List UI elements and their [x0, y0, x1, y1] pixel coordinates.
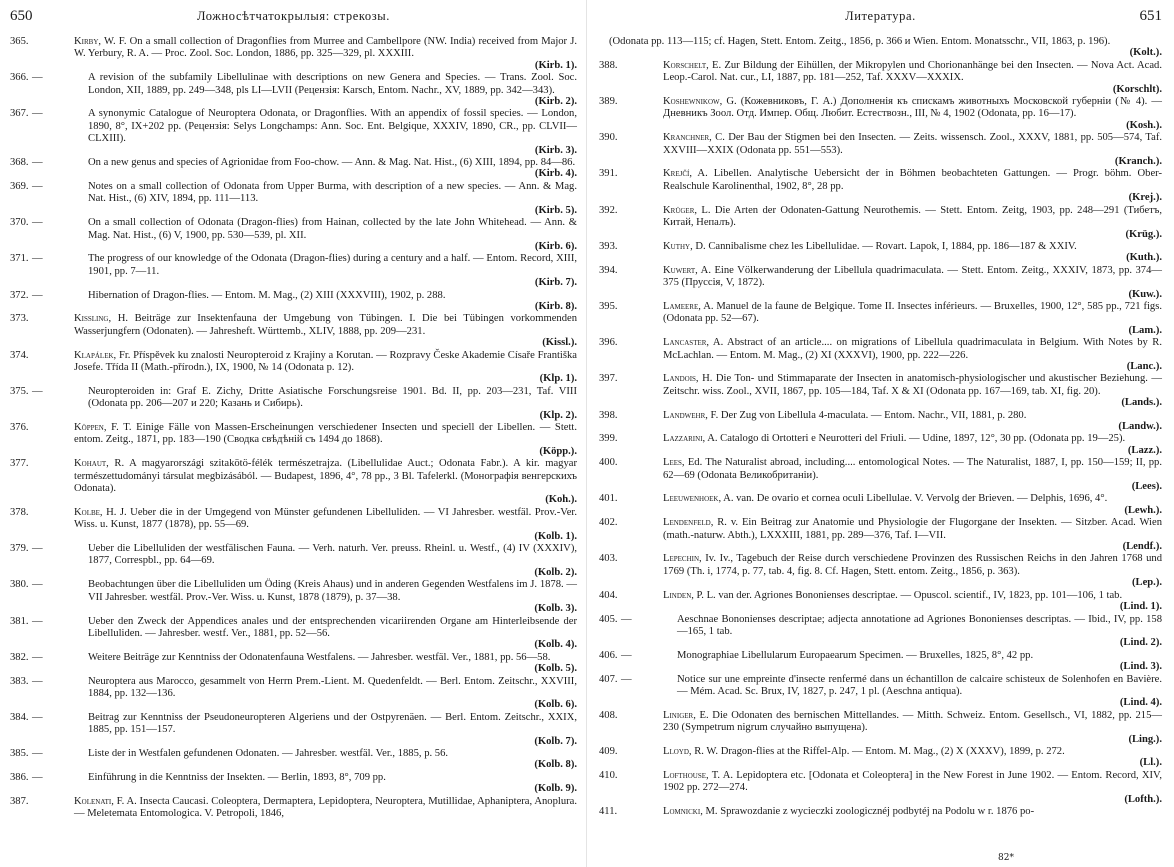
entry-number: 368. [10, 157, 29, 169]
right-bibliography-list [599, 36, 1162, 818]
bibliography-entry [10, 253, 577, 289]
entry-number: 386. [10, 771, 29, 783]
ditto-dash: — [32, 651, 43, 663]
entry-author: Kuwert, [663, 264, 698, 276]
entry-abbreviation: (Lanc.). [1126, 360, 1162, 372]
entry-abbreviation: (Kuth.). [1126, 252, 1162, 264]
ditto-dash: — [32, 771, 43, 783]
bibliography-entry [599, 457, 1162, 493]
entry-abbreviation: (Kissl.). [542, 337, 577, 349]
entry-number: 376. [10, 422, 29, 433]
entry-abbreviation: (Lewh.). [1124, 504, 1162, 516]
ditto-dash: — [32, 180, 43, 192]
ditto-dash: — [32, 108, 43, 120]
entry-abbreviation: (Klp. 2). [539, 409, 577, 421]
entry-text: A. Catalogo di Ortotteri e Neurotteri del Friuli. — Udine, 1897, 12°, 30 pp. (Odonata pp. 19—25). [705, 433, 1126, 445]
bibliography-entry [10, 543, 577, 579]
entry-number: 379. [10, 543, 29, 555]
entry-abbreviation: (Lind. 2). [1119, 637, 1162, 649]
bibliography-entry [10, 217, 577, 253]
entry-number: 370. [10, 217, 29, 229]
entry-text: On a small collection of Odonata (Dragon-flies) from Hainan, collected by the late John Whitehead. — Ann. & Mag. Nat. Hist., (6) V, 1900, pp. 530—539, pl. XII. [88, 217, 577, 241]
bibliography-entry [599, 241, 1162, 265]
ditto-dash: — [32, 747, 43, 759]
entry-text: Aeschnae Bononienses descriptae; adjecta annotatione ad Agriones Bononienses descriptas. — Ibid., IV, pp. 158—165, 1 tab. [677, 613, 1162, 637]
entry-author: Kolbe, [74, 506, 103, 518]
bibliography-entry [599, 770, 1162, 806]
entry-text: Beobachtungen über die Libelluliden um Öding (Kreis Ahaus) und in anderen Gegenden Westfalens im J. 1878. — VII Jahresber. westfäl. Prov.-Ver. Wiss. u. Kunst, 1878 (1879), p. 37—38. [88, 579, 577, 603]
entry-author: Landwehr, [663, 409, 708, 421]
entry-number: 374. [10, 349, 29, 361]
entry-number: 365. [10, 36, 29, 47]
entry-text: P. L. van der. Agriones Bononienses descriptae. — Opuscol. scientif., IV, 1823, pp. 101—106, 1 tab. [693, 589, 1123, 601]
entry-text: Ueber den Zweck der Appendices anales und der entsprechenden vicariirenden Organe am Hinterleibsende der Libelluliden. — Jahresber. westf. Ver., 1881, pp. 52—56. [88, 615, 577, 639]
entry-number: 373. [10, 313, 29, 325]
bibliography-entry [10, 712, 577, 748]
entry-number: 405. [599, 613, 618, 625]
entry-abbreviation: (Kolb. 8). [534, 759, 577, 771]
bibliography-entry [10, 313, 577, 349]
right-page [587, 0, 1174, 867]
entry-author: Lendenfeld, [663, 517, 714, 529]
entry-text: D. Cannibalisme chez les Libellulidae. — Rovart. Lapok, I, 1884, pp. 186—187 & XXIV. [692, 240, 1077, 252]
entry-text: Beitrag zur Kenntniss der Pseudoneuropteren Algeriens und der Ostpyrenäen. — Berl. Entom. Zeitschr., XXIX, 1885, pp. 151—157. [88, 711, 577, 736]
right-running-title: Литература. [845, 9, 916, 23]
entry-abbreviation: (Kirb. 1). [534, 59, 577, 71]
entry-number: 389. [599, 96, 618, 108]
entry-author: Köppen, [74, 422, 107, 433]
bibliography-entry [599, 301, 1162, 337]
entry-number: 391. [599, 168, 618, 180]
bibliography-entry [599, 96, 1162, 132]
bibliography-entry [599, 337, 1162, 373]
bibliography-entry [10, 290, 577, 314]
entry-text: The progress of our knowledge of the Odonata (Dragon-flies) during a century and a half. — Entom. Record, XIII, 1901, pp. 7—11. [88, 253, 577, 277]
entry-number: 388. [599, 59, 618, 71]
entry-number: 396. [599, 337, 618, 349]
bibliography-entry [599, 410, 1162, 434]
entry-number: 411. [599, 806, 618, 817]
entry-text: A. van. De ovario et cornea oculi Libellulae. V. Vervolg der Brieven. — Delphis, 1696, 4°. [721, 493, 1108, 505]
entry-abbreviation: (Lind. 4). [1119, 697, 1162, 709]
entry-abbreviation: (Lands.). [1121, 397, 1162, 409]
entry-text: Liste der in Westfalen gefundenen Odonaten. — Jahresber. westfäl. Ver., 1885, p. 56. [88, 747, 449, 759]
entry-number: 409. [599, 745, 618, 757]
entry-text: T. A. Lepidoptera etc. [Odonata et Coleoptera] in the New Forest in June 1902. — Entom. Record, XIV, 1902 pp. 272—274. [663, 769, 1162, 794]
entry-author: Koshewnikow, [663, 96, 723, 108]
bibliography-entry [599, 746, 1162, 770]
bibliography-entry [10, 796, 577, 821]
entry-text: Fr. Příspěvek ku znalosti Neuropteroid z Krajiny a Korutan. — Rozpravy Česke Akademie Císaře Františka Josefe. Třída II (Math.-přírodn.), IX, 1900, № 14 (Odonata p. 12). [74, 349, 577, 373]
left-page-header [10, 8, 577, 26]
entry-text: C. Der Bau der Stigmen bei den Insecten. — Zeits. wissensch. Zool., XXXV, 1881, pp. 505—574, Taf. XXVIII—XXIX (Odonata pp. 551—553). [663, 132, 1162, 156]
entry-number: 369. [10, 180, 29, 192]
left-page-number: 650 [10, 8, 33, 24]
entry-author: Lofthouse, [663, 769, 709, 781]
bibliography-entry [10, 507, 577, 543]
bibliography-entry [10, 772, 577, 796]
entry-text: Neuropteroiden in: Graf E. Zichy, Dritte Asiatische Forschungsreise 1901. Bd. II, pp. 203—231, Taf. VIII (Odonata pp. 206—207 и 220; Казань и Сибирь). [88, 385, 577, 410]
entry-abbreviation: (Kolb. 4). [534, 639, 577, 651]
entry-abbreviation: (Koh.). [545, 494, 577, 506]
entry-text: F. Der Zug von Libellula 4-maculata. — Entom. Nachr., VII, 1881, p. 280. [707, 409, 1027, 421]
entry-abbreviation: (Kirb. 7). [534, 277, 577, 289]
entry-text: A. Libellen. Analytische Uebersicht der in Böhmen beobachteten Gattungen. — Progr. böhm. Ober-Realschule Karolinenthal, 1902, 8°, 28 pp. [663, 168, 1162, 192]
entry-author: Kohaut, [74, 458, 109, 470]
entry-abbreviation: (Kirb. 6). [534, 240, 577, 252]
entry-author: Leeuwenhoek, [663, 493, 722, 505]
entry-text: Monographiae Libellularum Europaearum Specimen. — Bruxelles, 1825, 8°, 42 pp. [677, 649, 1034, 661]
ditto-dash: — [32, 385, 43, 397]
entry-abbreviation: (Lind. 3). [1119, 661, 1162, 673]
bibliography-entry [599, 373, 1162, 409]
bibliography-entry [599, 674, 1162, 710]
bibliography-entry [599, 60, 1162, 96]
entry-number: 385. [10, 747, 29, 759]
entry-text: F. A. Insecta Caucasi. Coleoptera, Dermaptera, Lepidoptera, Neuroptera, Mutillidae, Aphaniptera, Anoplura. — Meletemata Entomologica. V. Petropoli, 1846, [74, 795, 577, 819]
entry-abbreviation: (Kranch.). [1114, 156, 1162, 168]
bibliography-entry [10, 72, 577, 108]
ditto-dash: — [32, 217, 43, 229]
entry-number: 372. [10, 289, 29, 301]
bibliography-entry [599, 553, 1162, 589]
entry-number: 397. [599, 373, 618, 385]
entry-text: Iv. Iv., Tagebuch der Reise durch verschiedene Provinzen des Russischen Reichs in den Jahren 1768 und 1769 (Th. i, 1774, p. 77, tab. 4, fig. 8. Cf. Hagen, Stett. entom. Zeitg., 1856, p. 363). [663, 553, 1162, 577]
bibliography-entry [599, 433, 1162, 457]
entry-text: H. Beiträge zur Insektenfauna der Umgebung von Tübingen. I. Die bei Tübingen vorkommenden Wasserjungfern (Odonaten). — Jahresheft. Württemb., XLIV, 1888, pp. 209—231. [74, 313, 577, 337]
entry-abbreviation: (Ll.). [1139, 757, 1162, 769]
entry-text: On a new genus and species of Agrionidae from Foo-chow. — Ann. & Mag. Nat. Hist., (6) XIII, 1894, pp. 84—86. [88, 157, 576, 169]
entry-number: 383. [10, 675, 29, 687]
entry-text: M. Sprawozdanie z wycieczki zoologicznéj podbytéj na Podolu w r. 1876 po- [702, 806, 1035, 817]
entry-abbreviation: (Lazz.). [1127, 444, 1162, 456]
entry-text: F. T. Einige Fälle von Massen-Erscheinungen verschiedener Insecten und speciell der Libellen. — Stett. entom. Zeitg., 1871, pp. 183—190 (Сводка свѣдѣній съ 1494 до 1868). [74, 422, 577, 446]
entry-number: 378. [10, 506, 29, 518]
bibliography-entry [599, 517, 1162, 553]
bibliography-entry [10, 579, 577, 615]
left-bibliography-list [10, 36, 577, 820]
entry-text: L. Die Arten der Odonaten-Gattung Neurothemis. — Stett. Entom. Zeitg, 1903, pp. 248—291 (Тибетъ, Китай, Непалъ). [663, 204, 1162, 229]
entry-abbreviation: (Ling.). [1128, 733, 1162, 745]
entry-number: 404. [599, 589, 618, 601]
entry-abbreviation: (Kirb. 4). [534, 168, 577, 180]
entry-text: E. Die Odonaten des bernischen Mittellandes. — Mitth. Schweiz. Entom. Gesellsch., VI, 1882, pp. 215—230 (Sympetrum nigrum случайно выпущена). [663, 709, 1162, 734]
entry-number: 401. [599, 493, 618, 505]
entry-abbreviation: (Kolb. 7). [534, 735, 577, 747]
bibliography-entry [599, 806, 1162, 818]
entry-text: A. Abstract of an article.... on migrations of Libellula quadrimaculata in Belgium. With Notes by R. McLachlan. — Entom. M. Mag., (2) XI (XXXVI), 1900, pp. 222—226. [663, 337, 1162, 361]
right-entries-container [599, 60, 1162, 819]
entry-abbreviation: (Kolb. 5). [534, 663, 577, 675]
entry-text: Ueber die Libelluliden der westfälischen Fauna. — Verh. naturh. Ver. preuss. Rheinl. u. Westf., (4) IV (XXXIV), 1877, Correspbl., pp. 64—69. [88, 543, 577, 567]
entry-number: 392. [599, 204, 618, 216]
entry-abbreviation: (Kuw.). [1128, 288, 1162, 300]
entry-number: 375. [10, 385, 29, 397]
entry-number: 399. [599, 433, 618, 445]
ditto-dash: — [621, 649, 632, 661]
entry-author: Kolenati, [74, 795, 114, 807]
entry-author: Lancaster, [663, 337, 710, 349]
ditto-dash: — [621, 613, 632, 625]
entry-number: 382. [10, 651, 29, 663]
entry-abbreviation: (Kosh.). [1126, 119, 1162, 131]
entry-text: R. A magyarországi szitakötö-félék természetrajza. (Libellulidae Auct.; Odonata Fabr.). A kir. magyar természettudományi társulat megbizásából. — Budapest, 1896, 4°, 78 pp., 3 Bl. Tafelerkl. (Монографія венгерскихъ Odonata). [74, 458, 577, 495]
entry-author: Lloyd, [663, 745, 692, 757]
bibliography-entry [10, 652, 577, 676]
entry-number: 381. [10, 615, 29, 627]
entry-author: Lomnicki, [663, 806, 703, 817]
entry-author: Krejčí, [663, 168, 692, 180]
bibliography-entry [599, 205, 1162, 241]
ditto-dash: — [32, 711, 43, 723]
entry-author: Kranchner, [663, 132, 712, 144]
signature-mark: 82* [998, 853, 1014, 863]
bibliography-entry [599, 650, 1162, 674]
bibliography-entry [599, 614, 1162, 650]
entry-abbreviation: (Krüg.). [1125, 228, 1162, 240]
entry-text: R. v. Ein Beitrag zur Anatomie und Physiologie der Flugorgane der Insekten. — Sitzber. Acad. Wien (math.-naturw. Abth.), LXXXIII, 1881, pp. 289—376, Taf. I—VII. [663, 517, 1162, 541]
entry-number: 380. [10, 579, 29, 591]
entry-text: A. Eine Völkerwanderung der Libellula quadrimaculata. — Stett. Entom. Zeitg., XXXIV, 1873, pp. 374—375 (Пруссія, V, 1872). [663, 264, 1162, 289]
entry-abbreviation: (Klp. 1). [539, 373, 577, 385]
bibliography-entry [10, 108, 577, 157]
entry-number: 398. [599, 409, 618, 421]
ditto-dash: — [32, 289, 43, 301]
entry-abbreviation: (Lam.). [1128, 324, 1162, 336]
entry-text: Ed. The Naturalist abroad, including.... entomological Notes. — The Naturalist, 1887, I, pp. 150—159; II, pp. 62—69 (Odonata Великобританіи). [663, 457, 1162, 481]
entry-number: 390. [599, 132, 618, 144]
entry-abbreviation: (Kirb. 5). [534, 204, 577, 216]
entry-text: Weitere Beiträge zur Kenntniss der Odonatenfauna Westfalens. — Jahresber. westfäl. Ver., 1881, pp. 56—58. [88, 651, 551, 663]
entry-abbreviation: (Lofth.). [1124, 793, 1162, 805]
right-page-number: 651 [1139, 8, 1162, 24]
entry-text: Hibernation of Dragon-flies. — Entom. M. Mag., (2) XIII (XXXVIII), 1902, p. 288. [88, 289, 446, 301]
entry-author: Landois, [663, 373, 699, 385]
bibliography-entry [599, 590, 1162, 614]
entry-text: Einführung in die Kenntniss der Insekten. — Berlin, 1893, 8°, 709 pp. [88, 771, 386, 783]
ditto-dash: — [32, 675, 43, 687]
entry-text: H. Die Ton- und Stimmaparate der Insecten in anatomisch-physiologischer und akustischer Beziehung. — Zeitschr. wiss. Zool., XVII, 1867, pp. 105—184, Taf. X & XI (Odonata pp. 167—169, tab. XI, fig. 20). [663, 373, 1162, 397]
bibliography-entry [10, 422, 577, 458]
bibliography-entry [10, 616, 577, 652]
entry-abbreviation: (Lep.). [1131, 577, 1162, 589]
entry-number: 384. [10, 711, 29, 723]
entry-author: Korschelt, [663, 59, 709, 71]
bibliography-entry [599, 132, 1162, 168]
ditto-dash: — [32, 543, 43, 555]
ditto-dash: — [32, 253, 43, 265]
bibliography-entry [599, 710, 1162, 746]
entry-abbreviation: (Kirb. 8). [534, 300, 577, 312]
bibliography-entry [10, 748, 577, 772]
entry-number: 394. [599, 264, 618, 276]
continued-entry-abbr: (Kolt.). [1129, 47, 1162, 59]
entry-number: 366. [10, 72, 29, 84]
entry-author: Linden, [663, 589, 694, 601]
entry-author: Lees, [663, 457, 685, 469]
bibliography-entry [599, 493, 1162, 517]
entry-abbreviation: (Köpp.). [539, 445, 577, 457]
entry-author: Lameere, [663, 300, 701, 312]
bibliography-entry [599, 265, 1162, 301]
entry-text: W. F. On a small collection of Dragonflies from Murree and Cambellpore (NW. India) received from Major J. W. Yerbury, R. A. — Proc. Zool. Soc. London, 1886, pp. 325—329, pl. XXXIII. [74, 36, 577, 60]
entry-abbreviation: (Krej.). [1128, 192, 1162, 204]
entry-number: 377. [10, 458, 29, 470]
entry-number: 406. [599, 649, 618, 661]
entry-abbreviation: (Kirb. 3). [534, 144, 577, 156]
entry-abbreviation: (Kolb. 1). [534, 530, 577, 542]
entry-abbreviation: (Lind. 1). [1119, 601, 1162, 613]
entry-abbreviation: (Kolb. 2). [534, 566, 577, 578]
entry-number: 367. [10, 108, 29, 120]
left-running-title: Ложносѣтчатокрылыя: стрекозы. [196, 9, 391, 23]
bibliography-entry [10, 458, 577, 507]
entry-text: Notice sur une empreinte d'insecte renfermé dans un échantillon de calcaire schisteux de Solenhofen en Bavière. — Mém. Acad. Sc. Brux, IV, 1827, p. 247, 1 pl. (Aeschna antiqua). [677, 673, 1162, 697]
entry-abbreviation: (Kolb. 9). [534, 783, 577, 795]
continued-entry-text: (Odonata pp. 113—115; cf. Hagen, Stett. Entom. Zeitg., 1856, p. 366 и Wien. Entom. Monatsschr., VII, 1863, p. 196). [609, 36, 1111, 47]
entry-number: 403. [599, 553, 618, 565]
entry-abbreviation: (Landw.). [1118, 421, 1162, 432]
entry-text: Notes on a small collection of Odonata from Upper Burma, with description of a new species. — Ann. & Mag. Nat. Hist., (6) XIV, 1894, pp. 111—113. [88, 180, 577, 205]
entry-number: 393. [599, 240, 618, 252]
entry-number: 395. [599, 300, 618, 312]
entry-number: 407. [599, 673, 618, 685]
entry-number: 387. [10, 795, 29, 807]
entry-text: A revision of the subfamily Libellulinae with descriptions on new Genera and Species. — Trans. Zool. Soc. London, XII, 1889, pp. 249—348, pls LI—LVII (Peцензія: Karsch, Entom. Nachr., XV, 1889, pp. 342—343). [88, 72, 577, 96]
entry-author: Kissling, [74, 313, 112, 325]
ditto-dash: — [32, 72, 43, 84]
entry-author: Liniger, [663, 709, 696, 721]
ditto-dash: — [32, 157, 43, 169]
entry-text: A. Manuel de la faune de Belgique. Tome II. Insectes inférieurs. — Bruxelles, 1900, 12°, 585 pp., 721 figs. (Odonata pp. 52—67). [663, 300, 1162, 325]
entry-number: 400. [599, 457, 618, 469]
bibliography-entry [10, 386, 577, 422]
entry-text: H. J. Ueber die in der Umgegend von Münster gefundenen Libelluliden. — VI Jahresber. westfäl. Prov.-Ver. Wiss. u. Kunst, 1877 (1878), pp. 55—69. [74, 506, 577, 531]
bibliography-entry [10, 181, 577, 217]
entry-text: A synonymic Catalogue of Neuroptera Odonata, or Dragonflies. With an appendix of fossil species. — London, 1890, 8°, IX+202 pp. (Рецензія: Selys Longchamps: Ann. Soc. Ent. Belgique, XXXIV, 1890, CR., pp. CLVII—CLXIII). [88, 108, 577, 145]
entry-author: Krüger, [663, 204, 698, 216]
entry-abbreviation: (Kolb. 3). [534, 603, 577, 615]
entry-text: E. Zur Bildung der Eihüllen, der Mikropylen und Chorionanhänge bei den Insecten. — Nova Act. Acad. Leop.-Carol. Nat. cur., LI, 1887, pp. 181—252, Taf. XXXV—XXXIX. [663, 59, 1162, 84]
entry-author: Klapálek, [74, 349, 117, 361]
entry-number: 371. [10, 253, 29, 265]
entry-author: Lepechin, [663, 553, 702, 565]
bibliography-entry [599, 168, 1162, 204]
right-page-header [599, 8, 1162, 26]
bibliography-entry [10, 157, 577, 181]
ditto-dash: — [32, 579, 43, 591]
entry-abbreviation: (Lees). [1131, 481, 1162, 493]
entry-author: Kuthy, [663, 240, 693, 252]
entry-abbreviation: (Kirb. 2). [534, 96, 577, 108]
entry-text: R. W. Dragon-flies at the Riffel-Alp. — Entom. M. Mag., (2) X (XXXV), 1899, p. 272. [691, 745, 1065, 757]
entry-author: Kirby, [74, 36, 102, 47]
entry-number: 408. [599, 709, 618, 721]
continued-entry [599, 36, 1162, 60]
bibliography-entry [10, 676, 577, 712]
bibliography-entry [10, 36, 577, 72]
entry-author: Lazzarini, [663, 433, 706, 445]
entry-text: Neuroptera aus Marocco, gesammelt von Herrn Prem.-Lient. M. Quedenfeldt. — Berl. Entom. Zeitschr., XXVIII, 1884, pp. 132—136. [88, 675, 577, 699]
entry-abbreviation: (Lendf.). [1122, 541, 1162, 553]
entry-text: G. (Кожевниковъ, Г. А.) Дополненія къ спискамъ животныхъ Московской губерніи (№ 4). — Дневникъ Зоол. Отд. Импер. Общ. Любит. Естествозн., III, № 4, 1902 (Odonata, pp. 16—17). [663, 96, 1162, 120]
ditto-dash: — [32, 615, 43, 627]
entry-number: 402. [599, 517, 618, 529]
bibliography-entry [10, 350, 577, 386]
entry-abbreviation: (Korschlt). [1112, 83, 1162, 95]
entry-number: 410. [599, 769, 618, 781]
entry-abbreviation: (Kolb. 6). [534, 699, 577, 711]
ditto-dash: — [621, 673, 632, 685]
